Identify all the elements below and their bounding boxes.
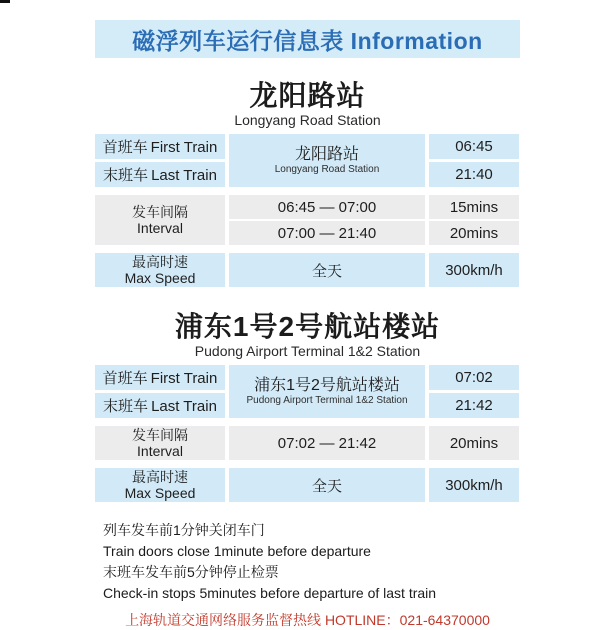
scan-artifact <box>0 0 10 3</box>
interval-label-en: Interval <box>137 443 183 459</box>
max-speed-label <box>95 468 225 502</box>
last-train-label-en: Last Train <box>151 167 217 184</box>
interval-headway: 20mins <box>429 221 519 245</box>
station-title-en: Pudong Airport Terminal 1&2 Station <box>194 343 421 359</box>
interval-group <box>95 426 520 460</box>
info-sheet <box>95 0 520 630</box>
max-speed-label-cn: 最高时速 <box>132 254 188 270</box>
max-speed-group <box>95 253 520 287</box>
interval-label <box>95 195 225 245</box>
station-cell <box>229 365 425 418</box>
last-train-time: 21:40 <box>429 162 519 187</box>
interval-group <box>95 195 520 245</box>
interval-label <box>95 426 225 460</box>
interval-period: 06:45 — 07:00 <box>229 195 425 219</box>
first-train-label-en: First Train <box>150 139 218 156</box>
note-line: Check-in stops 5minutes before departure of last train <box>103 585 437 601</box>
hotline-text: 上海轨道交通网络服务监督热线 HOTLINE：021-64370000 <box>125 612 490 628</box>
train-times-group <box>95 134 520 187</box>
max-speed-value: 300km/h <box>429 253 519 287</box>
first-train-label-cn: 首班车 <box>102 370 148 387</box>
first-train-label-en: First Train <box>150 370 218 387</box>
note-line: Train doors close 1minute before departure <box>103 543 371 559</box>
last-train-label <box>95 393 225 418</box>
station-cell <box>229 134 425 187</box>
interval-label-cn: 发车间隔 <box>132 427 188 443</box>
max-speed-label <box>95 253 225 287</box>
last-train-time: 21:42 <box>429 393 519 418</box>
section-pudong-heading <box>95 311 520 359</box>
table-pudong <box>95 365 520 502</box>
max-speed-period: 全天 <box>229 468 425 502</box>
title-banner <box>95 20 520 58</box>
section-longyang-heading <box>95 80 520 128</box>
table-longyang <box>95 134 520 287</box>
station-cell-en: Longyang Road Station <box>274 164 380 175</box>
station-title-en: Longyang Road Station <box>234 112 381 128</box>
station-title-cn: 龙阳路站 <box>249 80 366 111</box>
interval-headway: 20mins <box>429 426 519 460</box>
interval-headway: 15mins <box>429 195 519 219</box>
max-speed-label-en: Max Speed <box>124 485 196 501</box>
last-train-label-cn: 末班车 <box>103 398 149 415</box>
page-title: 磁浮列车运行信息表 Information <box>132 27 483 54</box>
first-train-time: 07:02 <box>429 365 519 390</box>
max-speed-value: 300km/h <box>429 468 519 502</box>
last-train-label-cn: 末班车 <box>103 167 149 184</box>
max-speed-label-en: Max Speed <box>124 270 196 286</box>
last-train-label <box>95 162 225 187</box>
first-train-label-cn: 首班车 <box>102 139 148 156</box>
max-speed-period: 全天 <box>229 253 425 287</box>
station-title-cn: 浦东1号2号航站楼站 <box>174 311 441 342</box>
train-times-group <box>95 365 520 418</box>
station-cell-en: Pudong Airport Terminal 1&2 Station <box>246 395 408 406</box>
note-line: 末班车发车前5分钟停止检票 <box>103 564 279 580</box>
interval-label-cn: 发车间隔 <box>132 204 188 220</box>
footer-notes <box>95 520 520 604</box>
first-train-label <box>95 365 225 390</box>
note-line: 列车发车前1分钟关闭车门 <box>103 522 265 538</box>
max-speed-group <box>95 468 520 502</box>
station-cell-cn: 龙阳路站 <box>294 146 359 163</box>
first-train-label <box>95 134 225 159</box>
station-cell-cn: 浦东1号2号航站楼站 <box>254 377 400 394</box>
last-train-label-en: Last Train <box>151 398 217 415</box>
interval-label-en: Interval <box>137 220 183 236</box>
interval-period: 07:02 — 21:42 <box>229 426 425 460</box>
interval-period: 07:00 — 21:40 <box>229 221 425 245</box>
first-train-time: 06:45 <box>429 134 519 159</box>
max-speed-label-cn: 最高时速 <box>132 469 188 485</box>
